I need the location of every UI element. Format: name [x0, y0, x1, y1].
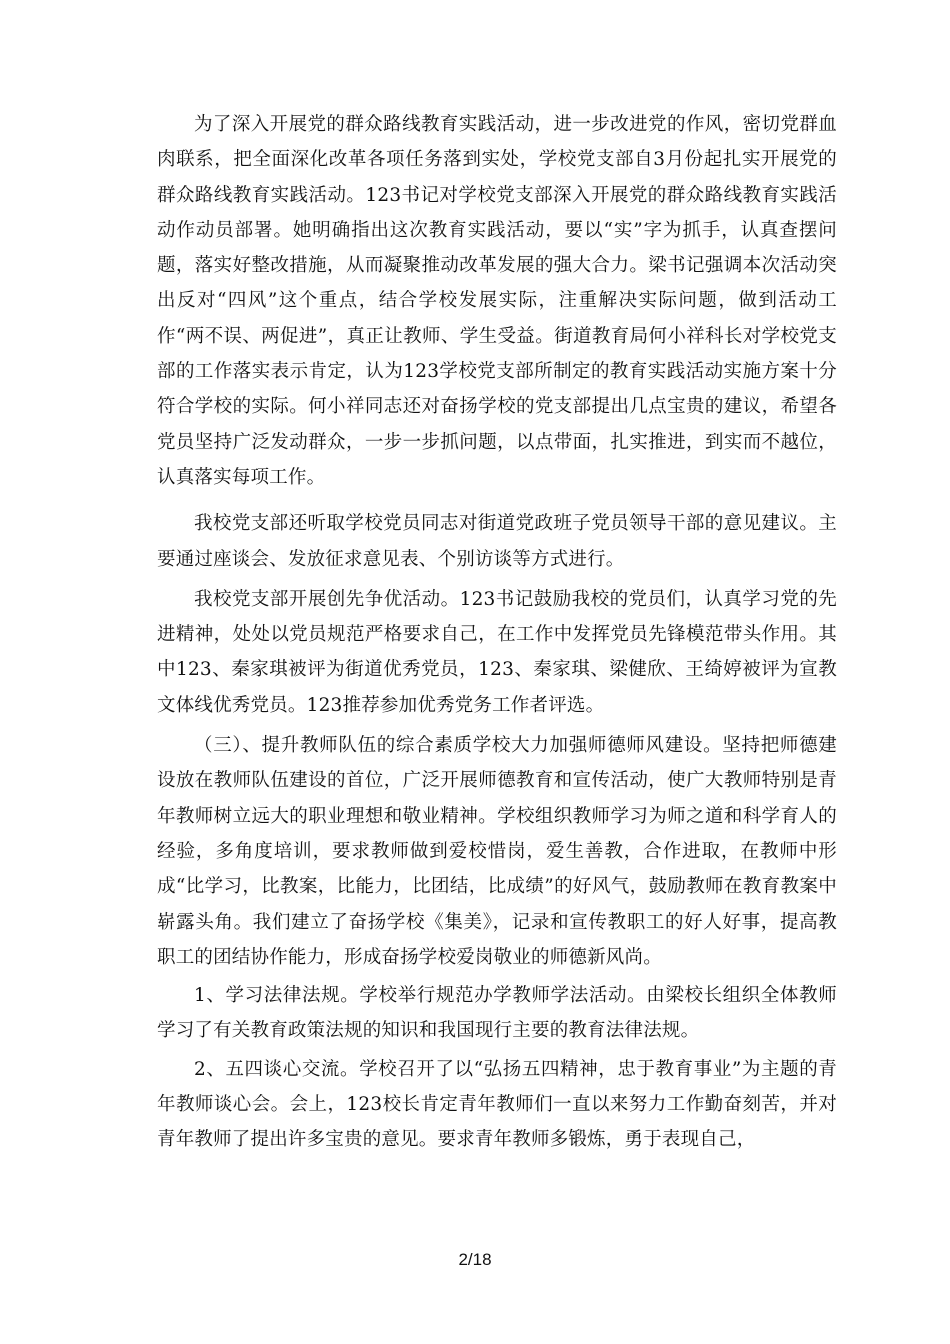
- document-body: [157, 107, 837, 1158]
- paragraph-may-fourth-talk: 2、五四谈心交流。学校召开了以“弘扬五四精神，忠于教育事业”为主题的青年教师谈心会。会上，123校长肯定青年教师们一直以来努力工作勤奋刻苦，并对青年教师了提出许多宝贵的意见。要求青年教师多锻炼，勇于表现自己，: [157, 1058, 837, 1151]
- paragraph-teacher-quality: （三）、提升教师队伍的综合素质学校大力加强师德师风建设。坚持把师德建设放在教师队伍建设的首位，广泛开展师德教育和宣传活动，使广大教师特别是青年教师树立远大的职业理想和敬业精神。学校组织教师学习为师之道和科学育人的经验，多角度培训，要求教师做到爱校惜岗，爱生善教，合作进取，在教师中形成“比学习，比教案，比能力，比团结，比成绩”的好风气，鼓励教师在教育教案中崭露头角。我们建立了奋扬学校《集美》，记录和宣传教职工的好人好事，提高教职工的团结协作能力，形成奋扬学校爱岗敬业的师德新风尚。: [157, 735, 837, 968]
- paragraph-law-study: 1、学习法律法规。学校举行规范办学教师学法活动。由梁校长组织全体教师学习了有关教育政策法规的知识和我国现行主要的教育法律法规。: [157, 985, 837, 1042]
- paragraph-excellence-activity: 我校党支部开展创先争优活动。123书记鼓励我校的党员们，认真学习党的先进精神，处处以党员规范严格要求自己，在工作中发挥党员先锋模范带头作用。其中123、秦家琪被评为街道优秀党员，123、秦家琪、梁健欣、王绮婷被评为宣教文体线优秀党员。123推荐参加优秀党务工作者评选。: [157, 588, 837, 716]
- paragraph-party-mass-line: 为了深入开展党的群众路线教育实践活动，进一步改进党的作风，密切党群血肉联系，把全面深化改革各项任务落到实处，学校党支部自3月份起扎实开展党的群众路线教育实践活动。123书记对学校党支部深入开展党的群众路线教育实践活动作动员部署。她明确指出这次教育实践活动，要以“实”字为抓手，认真查摆问题，落实好整改措施，从而凝聚推动改革发展的强大合力。梁书记强调本次活动突出反对“四风”这个重点，结合学校发展实际，注重解决实际问题，做到活动工作“两不误、两促进”，真正让教师、学生受益。街道教育局何小祥科长对学校党支部的工作落实表示肯定，认为123学校党支部所制定的教育实践活动实施方案十分符合学校的实际。何小祥同志还对奋扬学校的党支部提出几点宝贵的建议，希望各党员坚持广泛发动群众，一步一步抓问题，以点带面，扎实推进，到实而不越位，认真落实每项工作。: [157, 114, 837, 488]
- page-number: 2/18: [458, 1250, 492, 1269]
- paragraph-opinion-collection: 我校党支部还听取学校党员同志对街道党政班子党员领导干部的意见建议。主要通过座谈会、发放征求意见表、个别访谈等方式进行。: [157, 513, 837, 570]
